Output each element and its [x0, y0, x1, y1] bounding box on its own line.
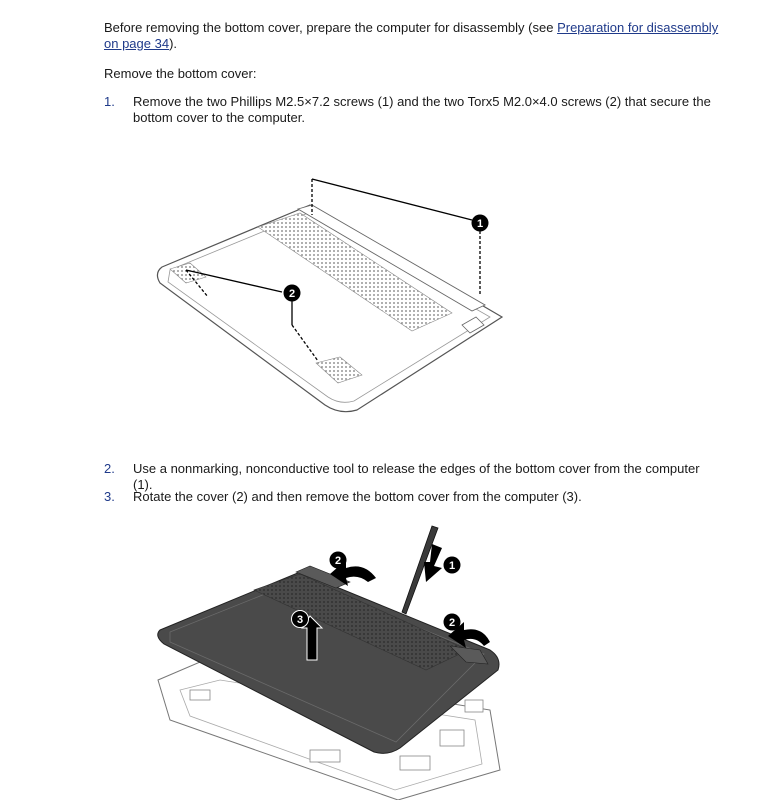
step-2-text: Use a nonmarking, nonconductive tool to release the edges of the bottom cover from the computer (1).	[133, 461, 700, 492]
figure-bottom-cover-screws	[140, 165, 520, 420]
step-3	[104, 489, 724, 505]
step-2-number: 2.	[104, 461, 115, 476]
callout-3-label-fig2: 3	[296, 614, 304, 626]
step-3-text: Rotate the cover (2) and then remove the bottom cover from the computer (3).	[133, 489, 582, 504]
figure-remove-cover	[150, 520, 520, 800]
section-heading: Remove the bottom cover:	[104, 66, 257, 81]
callout-2b-label-fig2: 2	[448, 617, 456, 629]
preparation-link[interactable]: Preparation for disassembly on page 34	[104, 20, 719, 51]
step-1-text: Remove the two Phillips M2.5×7.2 screws (1) and the two Torx5 M2.0×4.0 screws (2) that secure the bottom cover to the computer.	[133, 94, 711, 125]
intro-text-end: ).	[169, 36, 178, 51]
callout-1-label-fig1: 1	[476, 218, 484, 230]
intro-text: Before removing the bottom cover, prepare the computer for disassembly (see	[104, 20, 558, 35]
intro-paragraph	[104, 20, 724, 52]
step-3-number: 3.	[104, 489, 115, 504]
callout-1-label-fig2: 1	[448, 560, 456, 572]
callout-2-label-fig1: 2	[288, 288, 296, 300]
step-2	[104, 461, 724, 492]
callout-2a-label-fig2: 2	[334, 555, 342, 567]
step-1	[104, 94, 724, 128]
leader-1b	[312, 179, 472, 220]
step-1-number: 1.	[104, 94, 115, 109]
